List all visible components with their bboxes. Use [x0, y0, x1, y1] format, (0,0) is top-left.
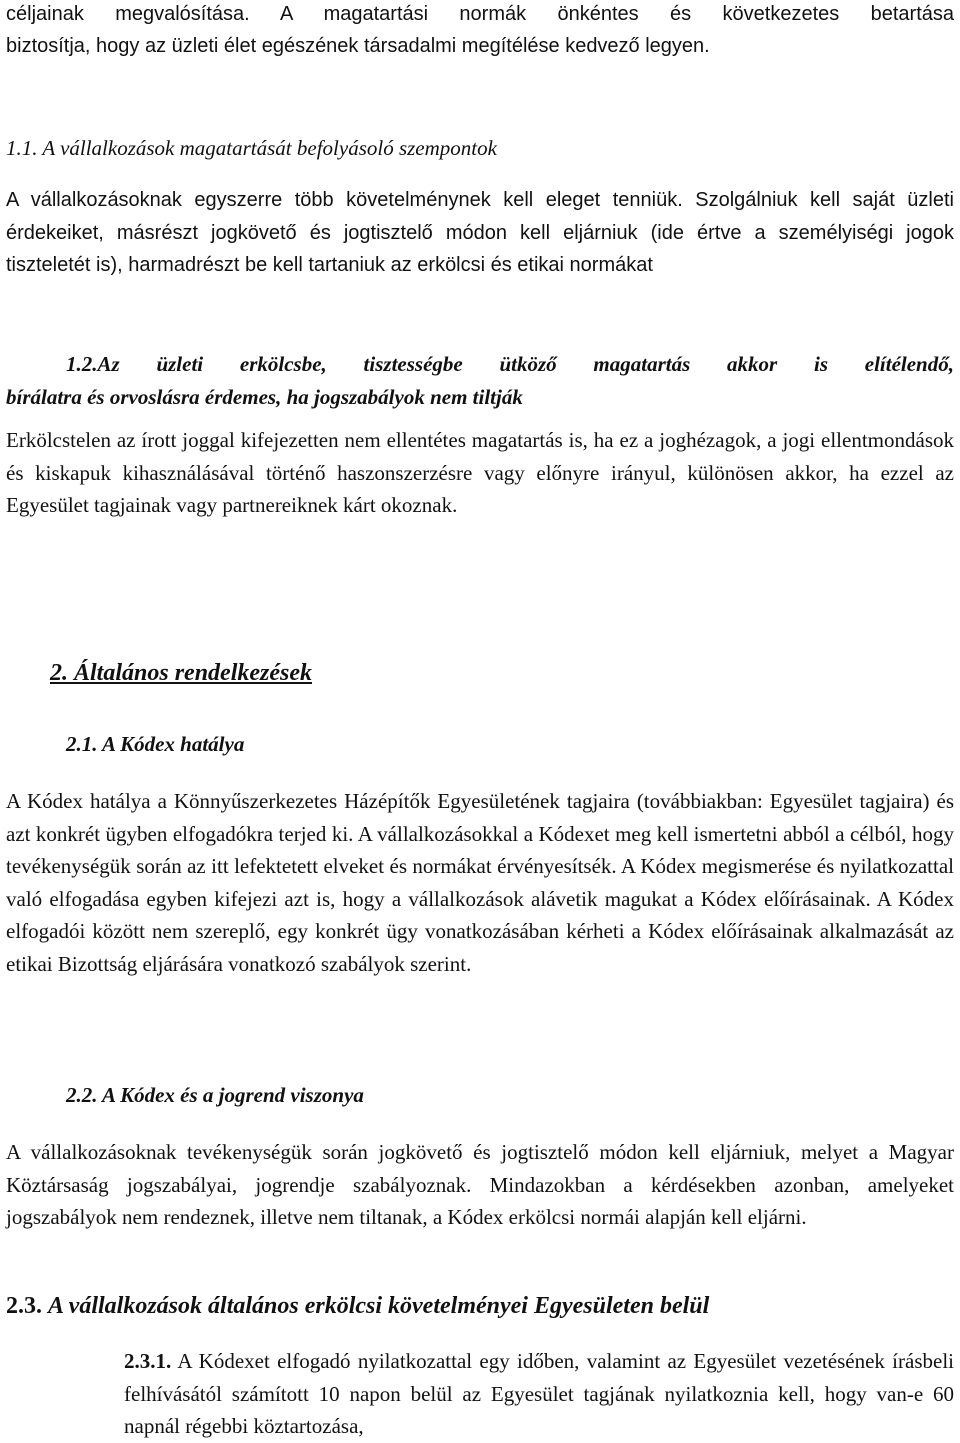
section-1-1-body: A vállalkozásoknak egyszerre több követelménynek kell eleget tenniük. Szolgálniuk kell saját üzleti érdekeiket, másrészt jogkövető és jogtisztelő módon kell eljárniuk (ide értve a személyiségi jogok tiszteletét is), harmadrészt be kell tartaniuk az erkölcsi és etikai normákat	[6, 189, 954, 276]
section-2-3-1-number: 2.3.1.	[124, 1349, 172, 1373]
section-1-2-body: Erkölcstelen az írott joggal kifejezetten nem ellentétes magatartás is, ha ez a joghézagok, a jogi ellentmondások és kiskapuk kihasználásával történő haszonszerzésre vagy előnyre irányul, különösen akkor, ha ezzel az Egyesület tagjainak vagy partnereiknek kárt okoznak.	[6, 428, 954, 517]
section-2-3-title: A vállalkozások általános erkölcsi követelményei Egyesületen belül	[48, 1293, 710, 1319]
section-2-2-heading: 2.2. A Kódex és a jogrend viszonya	[66, 1083, 364, 1107]
section-2-heading: 2. Általános rendelkezések	[50, 660, 312, 686]
section-1-2-heading-line-1: 1.2.Az üzleti erkölcsbe, tisztességbe ütköző magatartás akkor is elítélendő,	[66, 352, 954, 376]
section-2-2-body: A vállalkozásoknak tevékenységük során jogkövető és jogtisztelő módon kell eljárniuk, melyet a Magyar Köztársaság jogszabályai, jogrendje szabályoznak. Mindazokban a kérdésekben azonban, amelyeket jogszabályok nem rendeznek, illetve nem tiltanak, a Kódex erkölcsi normái alapján kell eljárni.	[6, 1140, 954, 1229]
intro-line-2: biztosítja, hogy az üzleti élet egészének társadalmi megítélése kedvező legyen.	[6, 35, 710, 57]
section-2-3-number: 2.3.	[6, 1293, 42, 1319]
section-2-1-heading: 2.1. A Kódex hatálya	[66, 732, 245, 756]
section-1-1-heading: 1.1. A vállalkozások magatartását befolyásoló szempontok	[6, 136, 497, 160]
section-2-3-1-body	[124, 1345, 954, 1443]
section-2-1-body: A Kódex hatálya a Könnyűszerkezetes Házépítők Egyesületének tagjaira (továbbiakban: Egyesület tagjaira) és azt konkrét ügyben elfogadókra terjed ki. A vállalkozásokkal a Kódexet meg kell ismertetni abból a célból, hogy tevékenységük során az itt lefektetett elveket és normákat érvényesítsék. A Kódex megismerése és nyilatkozattal való elfogadása egyben kifejezi azt is, hogy a vállalkozások alávetik magukat a Kódex előírásainak. A Kódex elfogadói között nem szereplő, egy konkrét ügy vonatkozásában kérheti a Kódex előírásainak alkalmazását az etikai Bizottság eljárására vonatkozó szabályok szerint.	[6, 789, 954, 976]
section-2-3-heading	[6, 1288, 954, 1324]
section-2-3-1-text: A Kódexet elfogadó nyilatkozattal egy időben, valamint az Egyesület vezetésének írásbeli felhívásától számított 10 napon belül az Egyesület tagjának nyilatkoznia kell, hogy van-e 60 napnál régebbi köztartozása,	[124, 1349, 954, 1438]
section-1-2-heading-line-2: bírálatra és orvoslásra érdemes, ha jogszabályok nem tiltják	[6, 385, 523, 409]
intro-line-1: céljainak megvalósítása. A magatartási normák önkéntes és következetes betartása	[6, 3, 954, 25]
